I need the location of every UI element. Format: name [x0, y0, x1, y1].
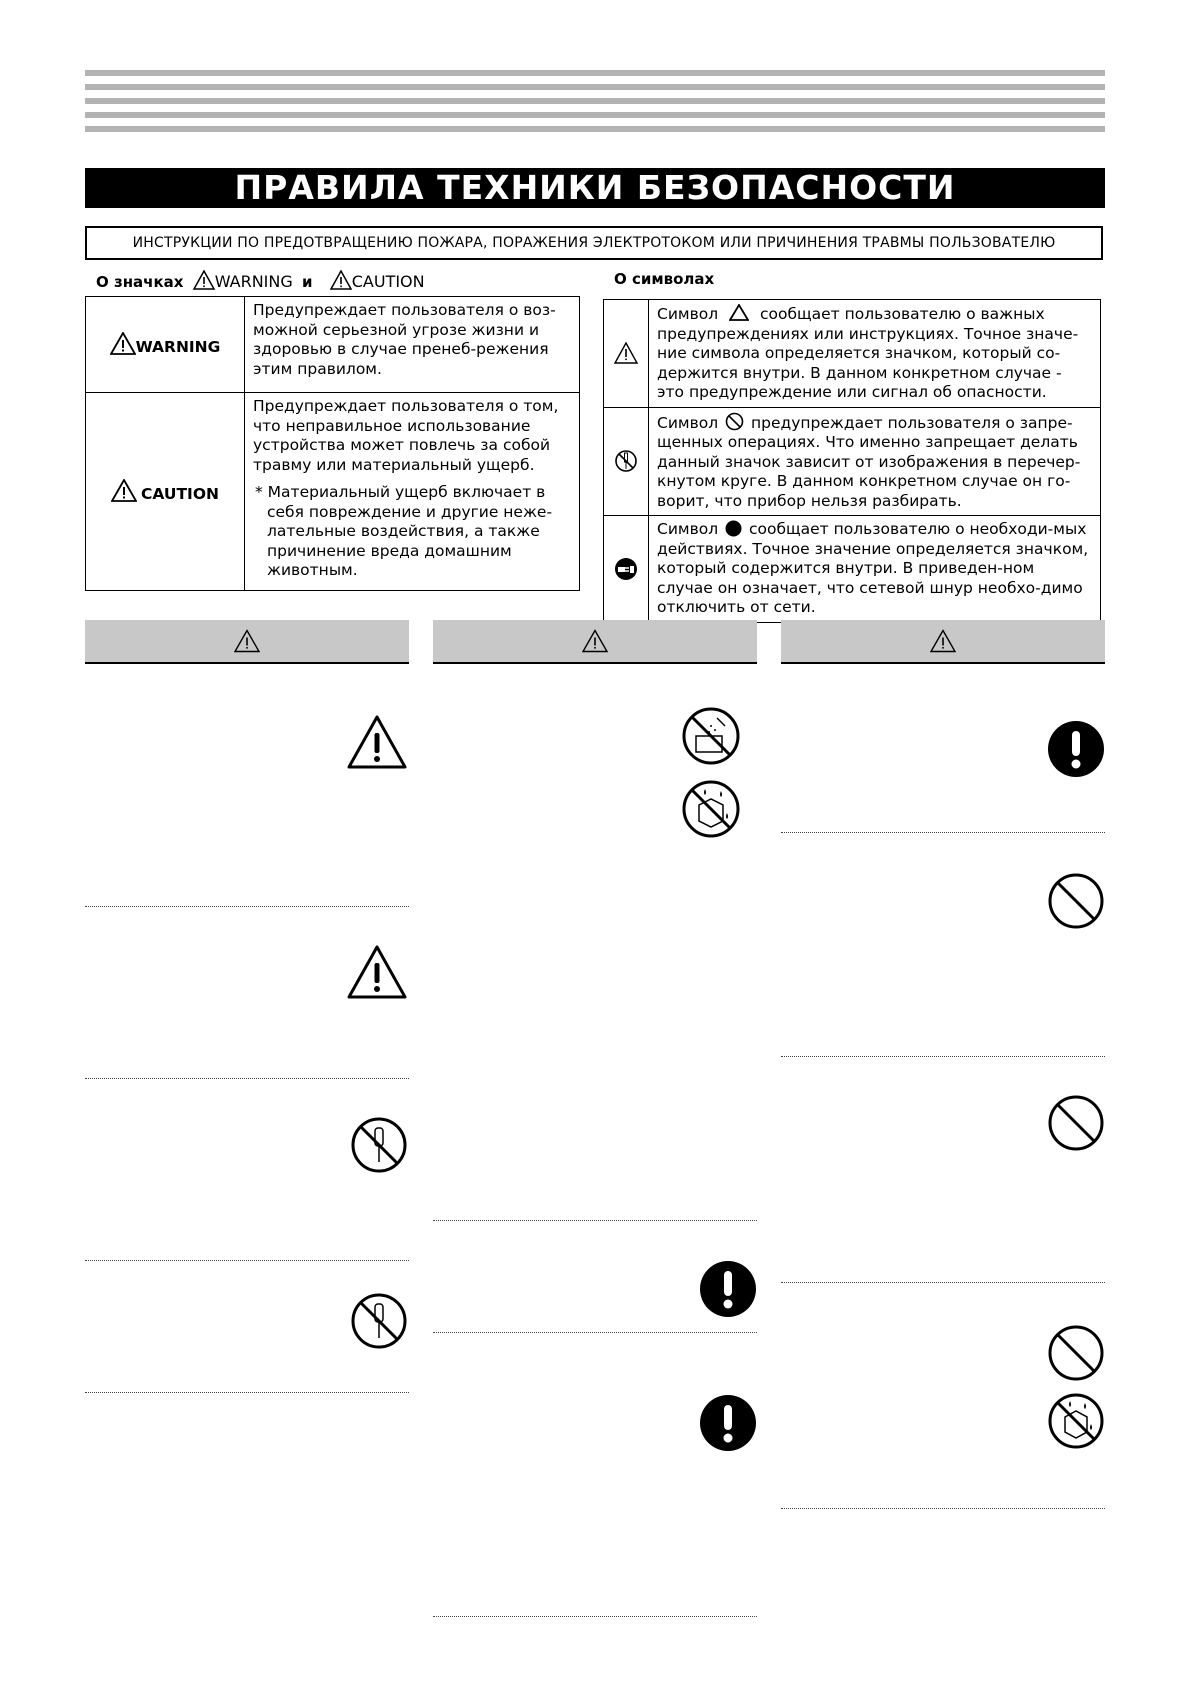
symbol-text-mandatory: сообщает пользователю о необходи-мых действиях. Точное значение определяется значком, который содержится внутри. В приведен-ном случае он означает, что сетевой шнур необхо-димо отключить от сети.: [657, 520, 1089, 616]
symbol-prefix: Символ: [657, 305, 719, 323]
signs-heading-text: О значках: [96, 273, 184, 291]
divider: [433, 1220, 757, 1221]
prohibited-icon: [1047, 872, 1105, 930]
signs-heading-and: и: [301, 273, 313, 291]
no-disassemble-icon: [350, 1116, 408, 1174]
warning-triangle-icon: [930, 630, 956, 653]
unplug-icon: [614, 557, 638, 581]
warning-triangle-icon: [729, 304, 749, 321]
divider: [85, 906, 409, 907]
symbol-cell-prohibit: [604, 407, 649, 516]
warning-triangle-icon: [330, 270, 352, 290]
signs-heading-caution: CAUTION: [351, 272, 425, 291]
header-stripe-5: [85, 126, 1105, 132]
divider: [85, 1260, 409, 1261]
no-water-icon: [681, 706, 741, 766]
divider: [433, 1332, 757, 1333]
warning-triangle-icon: [614, 342, 638, 364]
divider: [781, 1282, 1105, 1283]
no-disassemble-icon: [350, 1292, 408, 1350]
divider: [781, 832, 1105, 833]
divider: [433, 1616, 757, 1617]
divider: [781, 1508, 1105, 1509]
symbol-text-prohibit-cell: [649, 407, 1101, 516]
no-water-icon: [1047, 1392, 1105, 1450]
header-stripe-1: [85, 70, 1105, 76]
column-header-2: [433, 620, 757, 664]
symbol-text-prohibit: предупреждает пользователя о запре-щенных операциях. Что именно запрещает делать данный значок зависит от изображения в перечер-кнутом круге. В данном конкретном случае он го-ворит, что прибор нельзя разбирать.: [657, 413, 1081, 510]
mandatory-icon: [725, 520, 742, 537]
mandatory-icon: [699, 1260, 757, 1318]
no-water-icon: [681, 779, 741, 839]
warning-label-cell: [86, 297, 245, 393]
divider: [85, 1392, 409, 1393]
prohibited-icon: [725, 412, 744, 431]
no-disassemble-icon: [614, 449, 638, 473]
warning-triangle-icon: [111, 479, 137, 502]
warning-triangle-icon: [110, 332, 136, 355]
signs-heading: [96, 270, 425, 291]
symbol-cell-triangle: [604, 300, 649, 408]
warning-triangle-icon: [346, 714, 408, 770]
mandatory-icon: [1047, 720, 1105, 778]
page-title: ПРАВИЛА ТЕХНИКИ БЕЗОПАСНОСТИ: [85, 168, 1105, 208]
warning-label: WARNING: [135, 337, 221, 356]
warning-triangle-icon: [234, 630, 260, 653]
symbol-prefix: Символ: [657, 413, 719, 432]
caution-label-cell: [86, 393, 245, 591]
prohibited-icon: [1047, 1324, 1105, 1382]
header-stripe-4: [85, 112, 1105, 118]
column-header-1: [85, 620, 409, 664]
caution-label: CAUTION: [141, 484, 219, 503]
prohibited-icon: [1047, 1094, 1105, 1152]
caution-text: Предупреждает пользователя о том, что неправильное использование устройства может повлечь за собой травму или материальный ущерб.: [253, 397, 559, 474]
signs-table: [85, 296, 580, 591]
mandatory-icon: [699, 1394, 757, 1452]
signs-heading-warning: WARNING: [214, 272, 293, 291]
divider: [85, 1078, 409, 1079]
symbol-text-triangle: сообщает пользователю о важных предупреждениях или инструкциях. Точное значе-ние символа определяется значком, который со-держится внутри. В данном конкретном случае - это предупреждение или сигнал об опасности.: [657, 305, 1079, 401]
symbol-prefix: Символ: [657, 520, 719, 538]
symbols-heading: О символах: [614, 270, 715, 288]
symbol-text-triangle-cell: [649, 300, 1101, 408]
warning-triangle-icon: [346, 944, 408, 1000]
warning-triangle-icon: [193, 270, 215, 290]
column-header-3: [781, 620, 1105, 664]
header-stripe-3: [85, 98, 1105, 104]
warning-text: Предупреждает пользователя о воз-можной серьезной угрозе жизни и здоровью в случае пренеб-режения этим правилом.: [245, 297, 580, 393]
divider: [781, 1056, 1105, 1057]
caution-note: * Материальный ущерб включает в себя повреждение и другие неже-лательные воздействия, а также причинение вреда домашним животным.: [255, 483, 553, 579]
symbol-cell-mandatory: [604, 516, 649, 623]
page-subtitle: ИНСТРУКЦИИ ПО ПРЕДОТВРАЩЕНИЮ ПОЖАРА, ПОРАЖЕНИЯ ЭЛЕКТРОТОКОМ ИЛИ ПРИЧИНЕНИЯ ТРАВМЫ ПОЛЬЗОВАТЕЛЮ: [85, 226, 1103, 260]
header-stripe-2: [85, 84, 1105, 90]
caution-cell: [245, 393, 580, 591]
symbols-table: [603, 299, 1101, 623]
warning-triangle-icon: [582, 630, 608, 653]
symbol-text-mandatory-cell: [649, 516, 1101, 623]
